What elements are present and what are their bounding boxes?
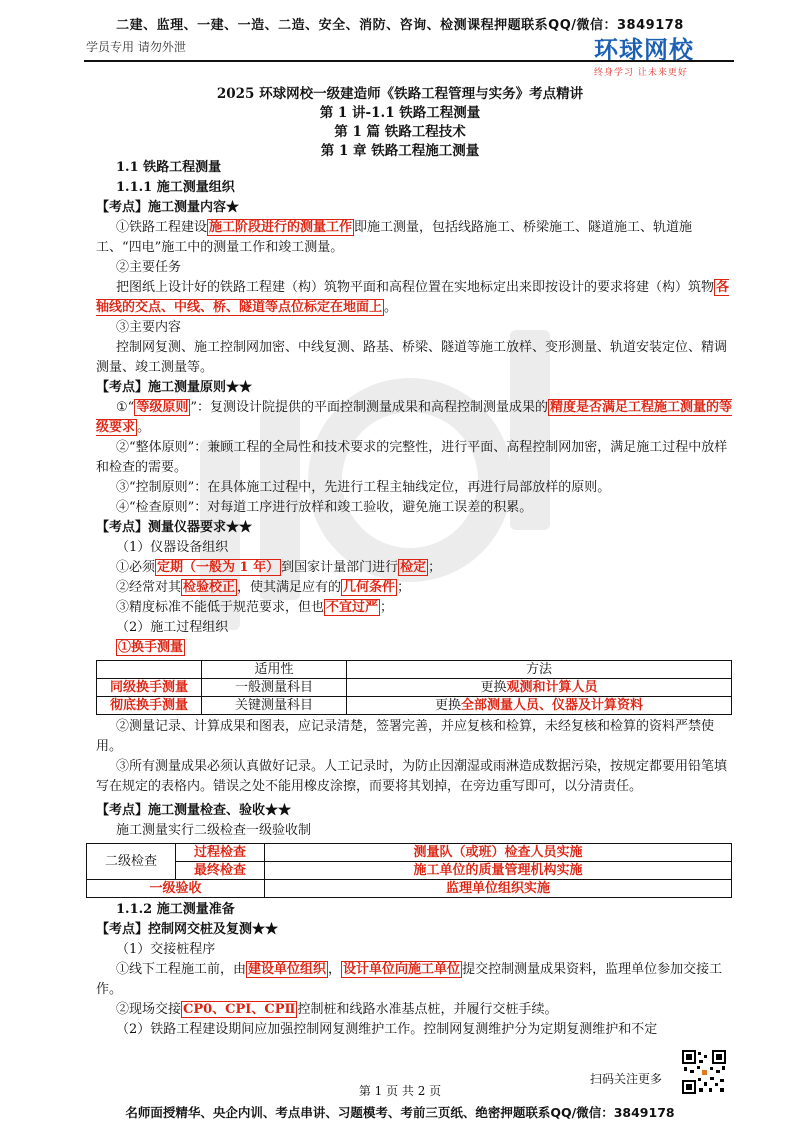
- logo-slogan: 终身学习 让未来更好: [594, 68, 688, 78]
- lecture-title: 第 1 讲-1.1 铁路工程测量: [319, 105, 481, 121]
- table-cell: 更换全部测量人员、仪器及计算资料: [347, 697, 732, 715]
- paragraph: ②经常对其 检验校正 ，使其满足应有的 几何条件 ；: [116, 580, 411, 595]
- highlight: 施工阶段进行的测量工作: [209, 220, 353, 235]
- key-point-heading: 【考点】施工测量检查、验收★★: [96, 803, 292, 818]
- chapter-title: 第 1 章 铁路工程施工测量: [320, 143, 480, 159]
- table-header: 方法: [347, 661, 732, 679]
- table-cell: 彻底换手测量: [97, 697, 202, 715]
- section-heading: 1.1.1 施工测量组织: [116, 180, 235, 195]
- paragraph: ②测量记录、计算成果和图表，应记录清楚，签署完善，并应复核和检算，未经复核和检算的资料严禁使用。: [96, 719, 715, 754]
- paragraph: ④“检查原则”：对每道工序进行放样和竣工验收，避免施工误差的积累。: [116, 500, 533, 515]
- paragraph: （1）仪器设备组织: [116, 540, 229, 555]
- swap-measurement-table: [96, 660, 732, 715]
- paragraph: ②“整体原则”：兼顾工程的全局性和技术要求的完整性，进行平面、高程控制网加密，满足施工过程中放样和检查的需要。: [96, 440, 728, 475]
- key-point-heading: 【考点】测量仪器要求★★: [96, 520, 253, 535]
- paragraph: [96, 638, 736, 658]
- table-cell: 同级换手测量: [97, 679, 202, 697]
- table-cell: 施工单位的质量管理机构实施: [265, 862, 732, 880]
- paragraph: ①线下工程施工前，由 建设单位组织 ， 设计单位向施工单位 提交控制测量成果资料，监理单位参加交接工作。: [96, 962, 723, 997]
- paragraph: ③精度标准不能低于规范要求，但也 不宜过严 ；: [116, 600, 394, 615]
- highlight: 各轴线的交点、中线、桥、隧道等点位标定在地面上: [96, 280, 730, 315]
- highlight: 几何条件: [343, 580, 396, 595]
- section-heading: 1.1.2 施工测量准备: [116, 902, 235, 917]
- paragraph: （2）施工过程组织: [116, 620, 229, 635]
- section-heading: 1.1 铁路工程测量: [116, 160, 222, 175]
- table-cell: 测量队（或班）检查人员实施: [265, 844, 732, 862]
- table-cell: 一般测量科目: [202, 679, 347, 697]
- highlight: 建设单位组织: [248, 962, 327, 977]
- highlight: ①换手测量: [118, 640, 184, 655]
- table-cell: 过程检查: [176, 844, 265, 862]
- table-cell: 监理单位组织实施: [265, 880, 732, 898]
- paragraph: ③所有测量成果必须认真做好记录。人工记录时，为防止因潮湿或雨淋造成数据污染，按规定都要用铅笔填写在规定的表格内。错误之处不能用橡皮涂擦，而要将其划掉，在旁边重写即可，以分清责任。: [96, 759, 728, 794]
- key-point-heading: 【考点】控制网交桩及复测★★: [96, 922, 279, 937]
- paragraph: ③主要内容: [116, 320, 182, 335]
- highlight: 不宜过严: [326, 600, 379, 615]
- table-cell: 关键测量科目: [202, 697, 347, 715]
- table-cell: 更换观测和计算人员: [347, 679, 732, 697]
- key-point-heading: 【考点】施工测量原则★★: [96, 380, 253, 395]
- paragraph: 施工测量实行二级检查一级验收制: [116, 823, 312, 838]
- logo: [594, 30, 744, 80]
- highlight: 检验校正: [183, 580, 236, 595]
- inspection-table: [86, 843, 732, 898]
- key-point-heading: 【考点】施工测量内容★: [96, 200, 240, 215]
- paragraph: ③“控制原则”：在具体施工过程中，先进行工程主轴线定位，再进行局部放样的原则。: [116, 480, 611, 495]
- table-cell: 最终检查: [176, 862, 265, 880]
- paragraph: ②现场交接 CP0、CPⅠ、CPⅡ 控制桩和线路水准基点桩，并履行交桩手续。: [116, 1002, 558, 1017]
- paragraph: 把图纸上设计好的铁路工程建（构）筑物平面和高程位置在实地标定出来即按设计的要求将建（构）筑物 各轴线的交点、中线、桥、隧道等点位标定在地面上 。: [96, 280, 730, 315]
- paragraph: ②主要任务: [116, 260, 182, 275]
- table-header: 适用性: [202, 661, 347, 679]
- highlight: 精度是否满足工程施工测量的等级要求: [96, 400, 732, 435]
- student-note: 学员专用 请勿外泄: [86, 40, 186, 54]
- paragraph: 控制网复测、施工控制网加密、中线复测、路基、桥梁、隧道等施工放样、变形测量、轨道安装定位、精调测量、竣工测量等。: [96, 340, 728, 375]
- highlight: 定期（一般为 1 年）: [157, 560, 280, 575]
- qr-label: 扫码关注更多: [590, 1072, 663, 1086]
- table-cell: 二级检查: [87, 844, 176, 880]
- logo-text: 环球网校: [594, 36, 694, 64]
- paragraph: （1）交接桩程序: [116, 942, 216, 957]
- page-number: 第 1 页 共 2 页: [358, 1084, 442, 1098]
- paragraph: ①必须 定期（一般为 1 年） 到国家计量部门进行 检定 ；: [116, 560, 442, 575]
- doc-title: 2025 环球网校一级建造师《铁路工程管理与实务》考点精讲: [216, 86, 584, 102]
- part-title: 第 1 篇 铁路工程技术: [334, 124, 466, 140]
- table-cell: 一级验收: [87, 880, 265, 898]
- paragraph: （2）铁路工程建设期间应加强控制网复测维护工作。控制网复测维护分为定期复测维护和不定: [116, 1022, 658, 1037]
- footer-banner: 名师面授精华、央企内训、考点串讲、习题模考、考前三页纸、绝密押题联系QQ/微信：3849178: [125, 1105, 675, 1120]
- header-divider: [84, 60, 734, 62]
- highlight: 检定: [400, 560, 427, 575]
- document-body: [96, 158, 736, 1040]
- highlight: CP0、CPⅠ、CPⅡ: [183, 1002, 296, 1017]
- highlight: 设计单位向施工单位: [343, 962, 461, 977]
- paragraph: ①铁路工程建设 施工阶段进行的测量工作 即施工测量，包括线路施工、桥梁施工、隧道施工、轨道施工、“四电”施工中的测量工作和竣工测量。: [96, 220, 693, 255]
- paragraph: ①“ 等级原则 ”：复测设计院提供的平面控制测量成果和高程控制测量成果的 精度是否满足工程施工测量的等级要求 。: [96, 400, 732, 435]
- top-banner: 二建、监理、一建、一造、二造、安全、消防、咨询、检测课程押题联系QQ/微信：3849178: [116, 18, 684, 33]
- highlight: 等级原则: [136, 400, 189, 415]
